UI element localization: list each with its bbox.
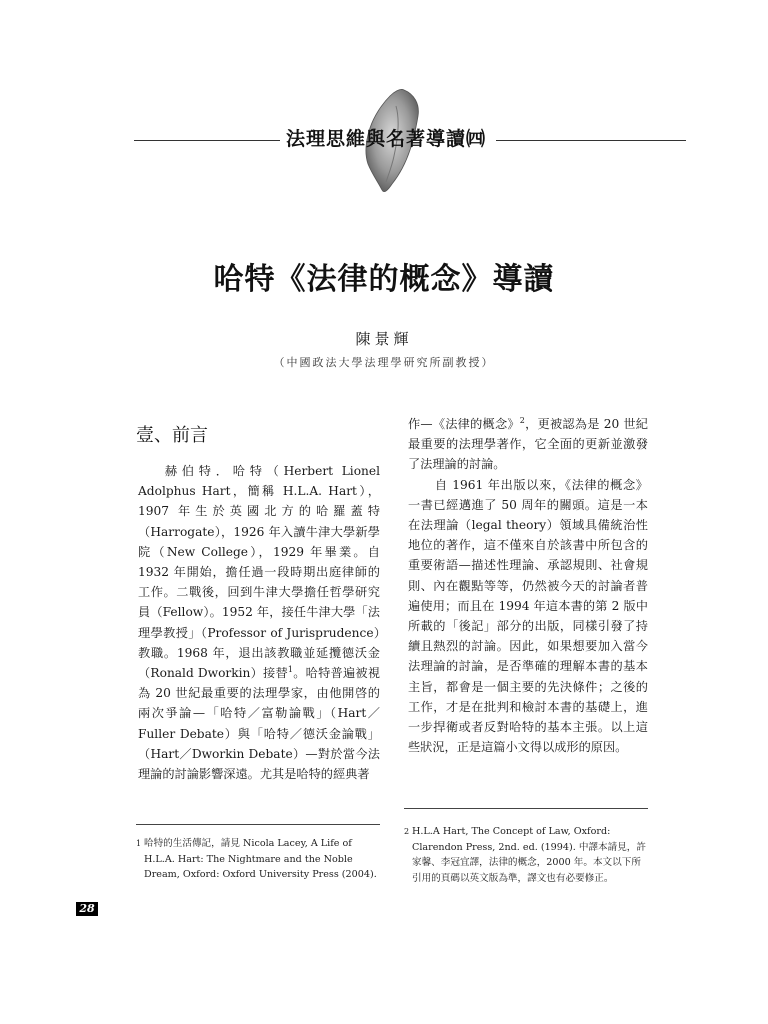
- page-number: 28: [76, 902, 98, 916]
- left-column: [138, 461, 380, 784]
- body-paragraph: [138, 461, 380, 784]
- body-paragraph: [408, 414, 648, 475]
- footnote-rule-left: [136, 824, 380, 825]
- paragraph-text: ，更被認為是 20 世紀最重要的法理學著作，它全面的更新並激發了法理論的討論。: [408, 417, 648, 472]
- author-affiliation: （中國政法大學法理學研究所副教授）: [273, 356, 495, 369]
- footnote-ref[interactable]: 1: [287, 664, 293, 674]
- body-paragraph: 自 1961 年出版以來，《法律的概念》一書已經邁進了 50 周年的關頭。這是一本在法理論（legal theory）領域具備統治性地位的著作，這不僅來自於該書中所包含的重要術語—描述性理論、承認規則、社會規則、內在觀點等等，仍然被今天的討論者普遍使用；而且在 1994 年這本書的第 2 版中所載的「後記」部分的出版，同樣引發了持續且熱烈的討論。因此，如果想要加入當今法理論的討論，是否準確的理解本書的基本主旨，都會是一個主要的先決條件；之後的工作，才是在批判和檢討本書的基礎上，進一步捍衛或者反對哈特的基本主張。以上這些狀況，正是這篇小文得以成形的原因。: [408, 477, 648, 755]
- footnote-1: [136, 836, 380, 883]
- paragraph-text: 作—《法律的概念》: [408, 417, 520, 431]
- footnote-rule-right: [404, 808, 648, 809]
- paragraph-text: 。哈特普遍被視為 20 世紀最重要的法理學家，由他開啓的兩次爭論—「哈特／富勒論戰」（Hart／Fuller Debate）與「哈特／德沃金論戰」（Hart／Dworkin Debate）—對於當今法理論的討論影響深遠。尤其是哈特的經典著: [138, 666, 381, 782]
- footnote-text: 哈特的生活傳記，請見 Nicola Lacey, A Life of H.L.A. Hart: The Nightmare and the Noble Dream, Oxford: Oxford University Press (2004).: [144, 838, 377, 880]
- section-heading: 壹、前言: [136, 425, 208, 446]
- article-title: 哈特《法律的概念》導讀: [213, 262, 555, 297]
- footnote-ref[interactable]: 2: [519, 415, 525, 425]
- header-rule-left: [134, 140, 280, 141]
- footnote-number: 1: [136, 839, 142, 848]
- author-name: 陳景輝: [355, 330, 413, 348]
- header-rule-right: [496, 140, 686, 141]
- right-column: [408, 414, 648, 757]
- footnote-number: 2: [404, 827, 410, 836]
- series-title: 法理思維與名著導讀㈣: [286, 128, 487, 150]
- paragraph-text: 赫伯特．哈特（Herbert Lionel Adolphus Hart，簡稱 H.L.A. Hart），1907 年生於英國北方的哈羅蓋特（Harrogate），1926 年入讀牛津大學新學院（New College），1929 年畢業。自 1932 年開始，擔任過一段時期出庭律師的工作。二戰後，回到牛津大學擔任哲學研究員（Fellow）。1952 年，接任牛津大學「法理學教授」（Professor of Jurisprudence）教職。1968 年，退出該教職並延攬德沃金（Ronald Dworkin）接替: [138, 464, 380, 681]
- footnote-text: H.L.A Hart, The Concept of Law, Oxford: Clarendon Press, 2nd. ed. (1994). 中譯本請見，許家馨、李冠宜譯，法律的概念，2000 年。本文以下所引用的頁碼以英文版為準，譯文也有必要修正。: [412, 826, 646, 884]
- footnote-2: [404, 824, 648, 886]
